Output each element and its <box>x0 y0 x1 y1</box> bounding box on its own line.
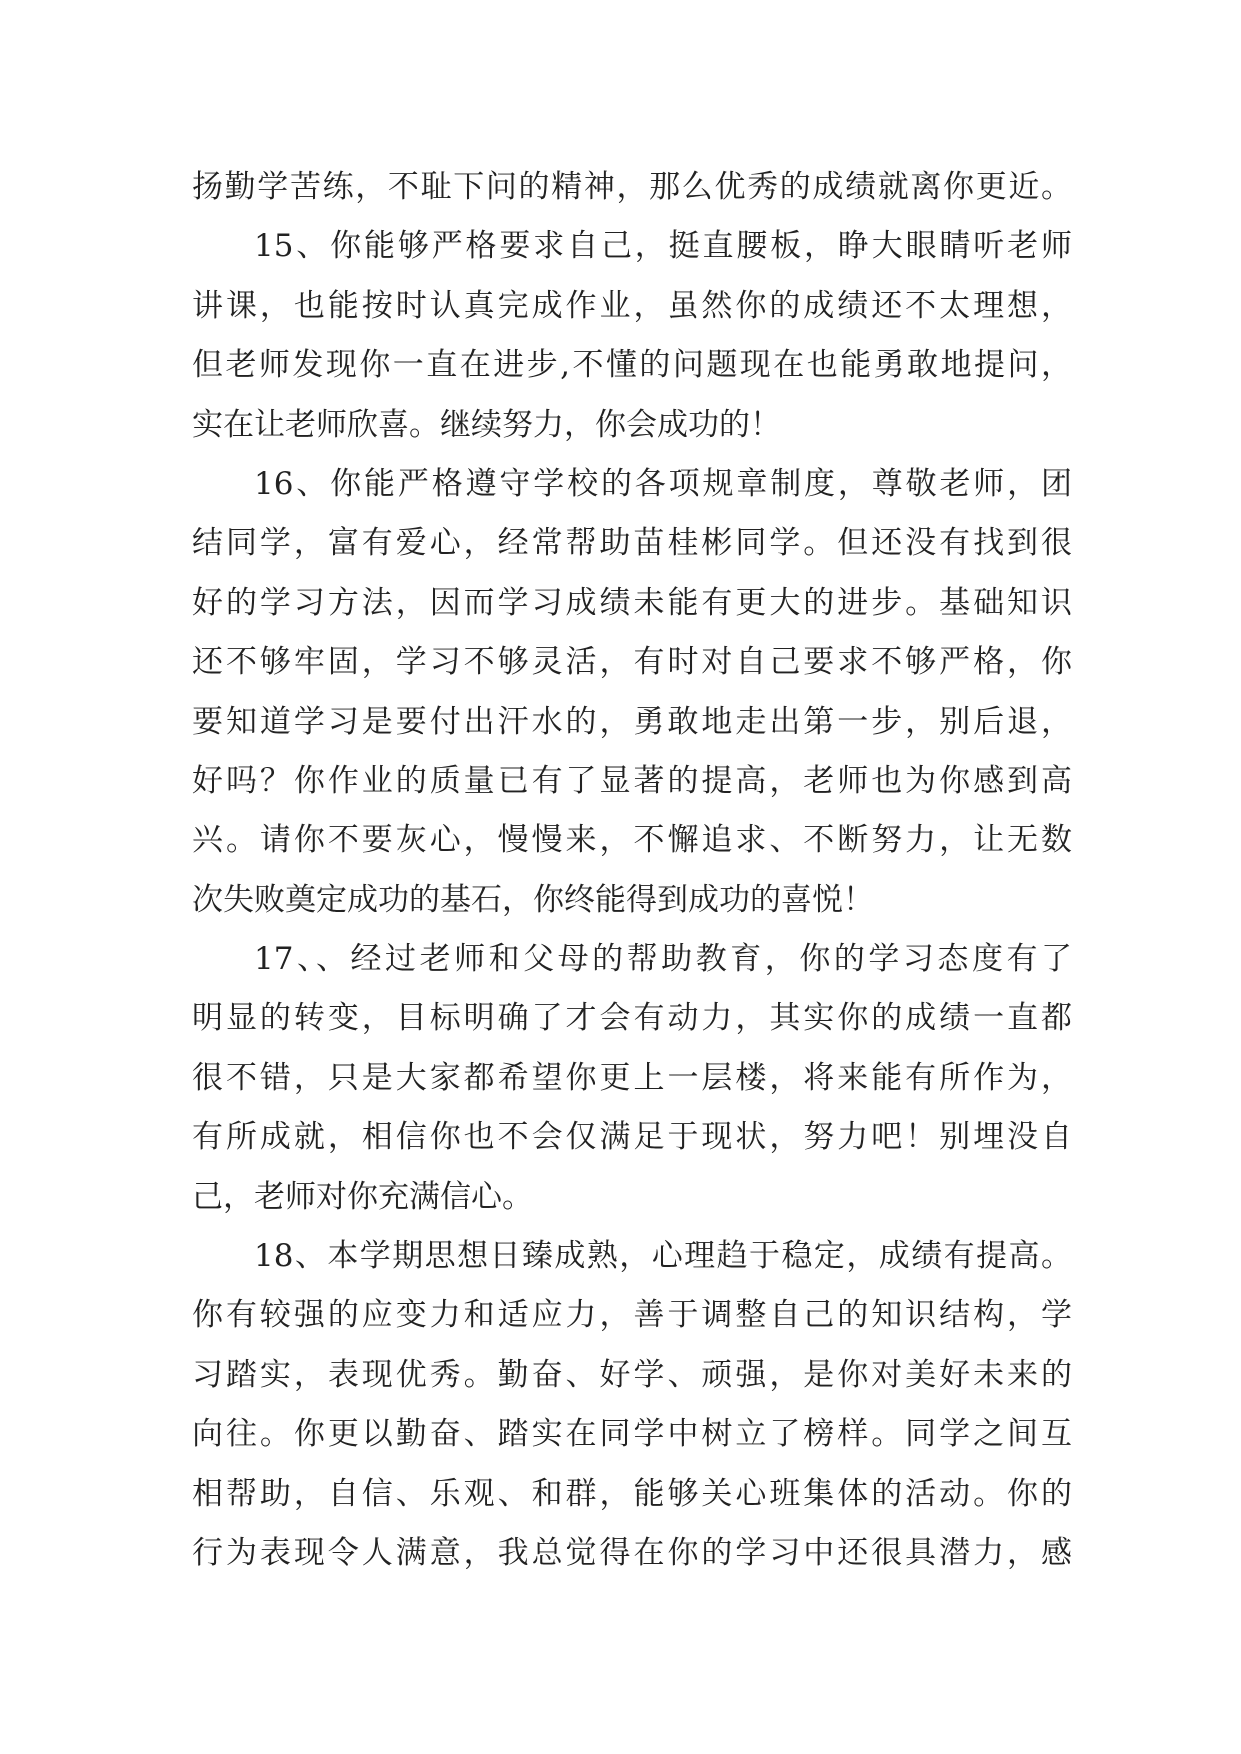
text-line: 己，老师对你充满信心。 <box>192 1178 533 1215</box>
text-line: 还不够牢固，学习不够灵活，有时对自己要求不够严格，你 <box>192 644 1072 681</box>
text-line: 讲课，也能按时认真完成作业，虽然你的成绩还不太理想， <box>192 287 1072 324</box>
body-text <box>192 158 1072 1583</box>
text-line: 好的学习方法，因而学习成绩未能有更大的进步。基础知识 <box>192 584 1072 621</box>
text-line: 明显的转变，目标明确了才会有动力，其实你的成绩一直都 <box>192 1000 1072 1037</box>
text-line: 相帮助，自信、乐观、和群，能够关心班集体的活动。你的 <box>192 1475 1072 1512</box>
text-line: 扬勤学苦练，不耻下问的精神，那么优秀的成绩就离你更近。 <box>192 169 1072 205</box>
text-line: 兴。请你不要灰心，慢慢来，不懈追求、不断努力，让无数 <box>192 822 1072 859</box>
text-line: 向往。你更以勤奋、踏实在同学中树立了榜样。同学之间互 <box>192 1416 1072 1453</box>
text-line: 你有较强的应变力和适应力，善于调整自己的知识结构，学 <box>192 1297 1072 1334</box>
text-line: 结同学，富有爱心，经常帮助苗桂彬同学。但还没有找到很 <box>192 525 1072 562</box>
text-line: 实在让老师欣喜。继续努力，你会成功的！ <box>192 406 781 443</box>
paragraph-18-start: 18、本学期思想日臻成熟，心理趋于稳定，成绩有提高。 <box>254 1238 1072 1275</box>
text-line: 要知道学习是要付出汗水的，勇敢地走出第一步，别后退， <box>192 703 1072 740</box>
paragraph-17-start: 17、、经过老师和父母的帮助教育，你的学习态度有了 <box>254 941 1072 978</box>
text-line: 有所成就，相信你也不会仅满足于现状，努力吧！别埋没自 <box>192 1119 1072 1156</box>
paragraph-16-start: 16、你能严格遵守学校的各项规章制度，尊敬老师，团 <box>254 465 1072 502</box>
text-line: 但老师发现你一直在进步,不懂的问题现在也能勇敢地提问， <box>192 347 1072 384</box>
text-line: 好吗？你作业的质量已有了显著的提高，老师也为你感到高 <box>192 762 1072 799</box>
paragraph-15-start: 15、你能够严格要求自己，挺直腰板，睁大眼睛听老师 <box>254 228 1072 265</box>
text-line: 习踏实，表现优秀。勤奋、好学、顽强，是你对美好未来的 <box>192 1356 1072 1393</box>
text-line: 很不错，只是大家都希望你更上一层楼，将来能有所作为， <box>192 1059 1072 1096</box>
text-line: 次失败奠定成功的基石，你终能得到成功的喜悦！ <box>192 881 874 918</box>
text-line: 行为表现令人满意，我总觉得在你的学习中还很具潜力，感 <box>192 1534 1072 1571</box>
